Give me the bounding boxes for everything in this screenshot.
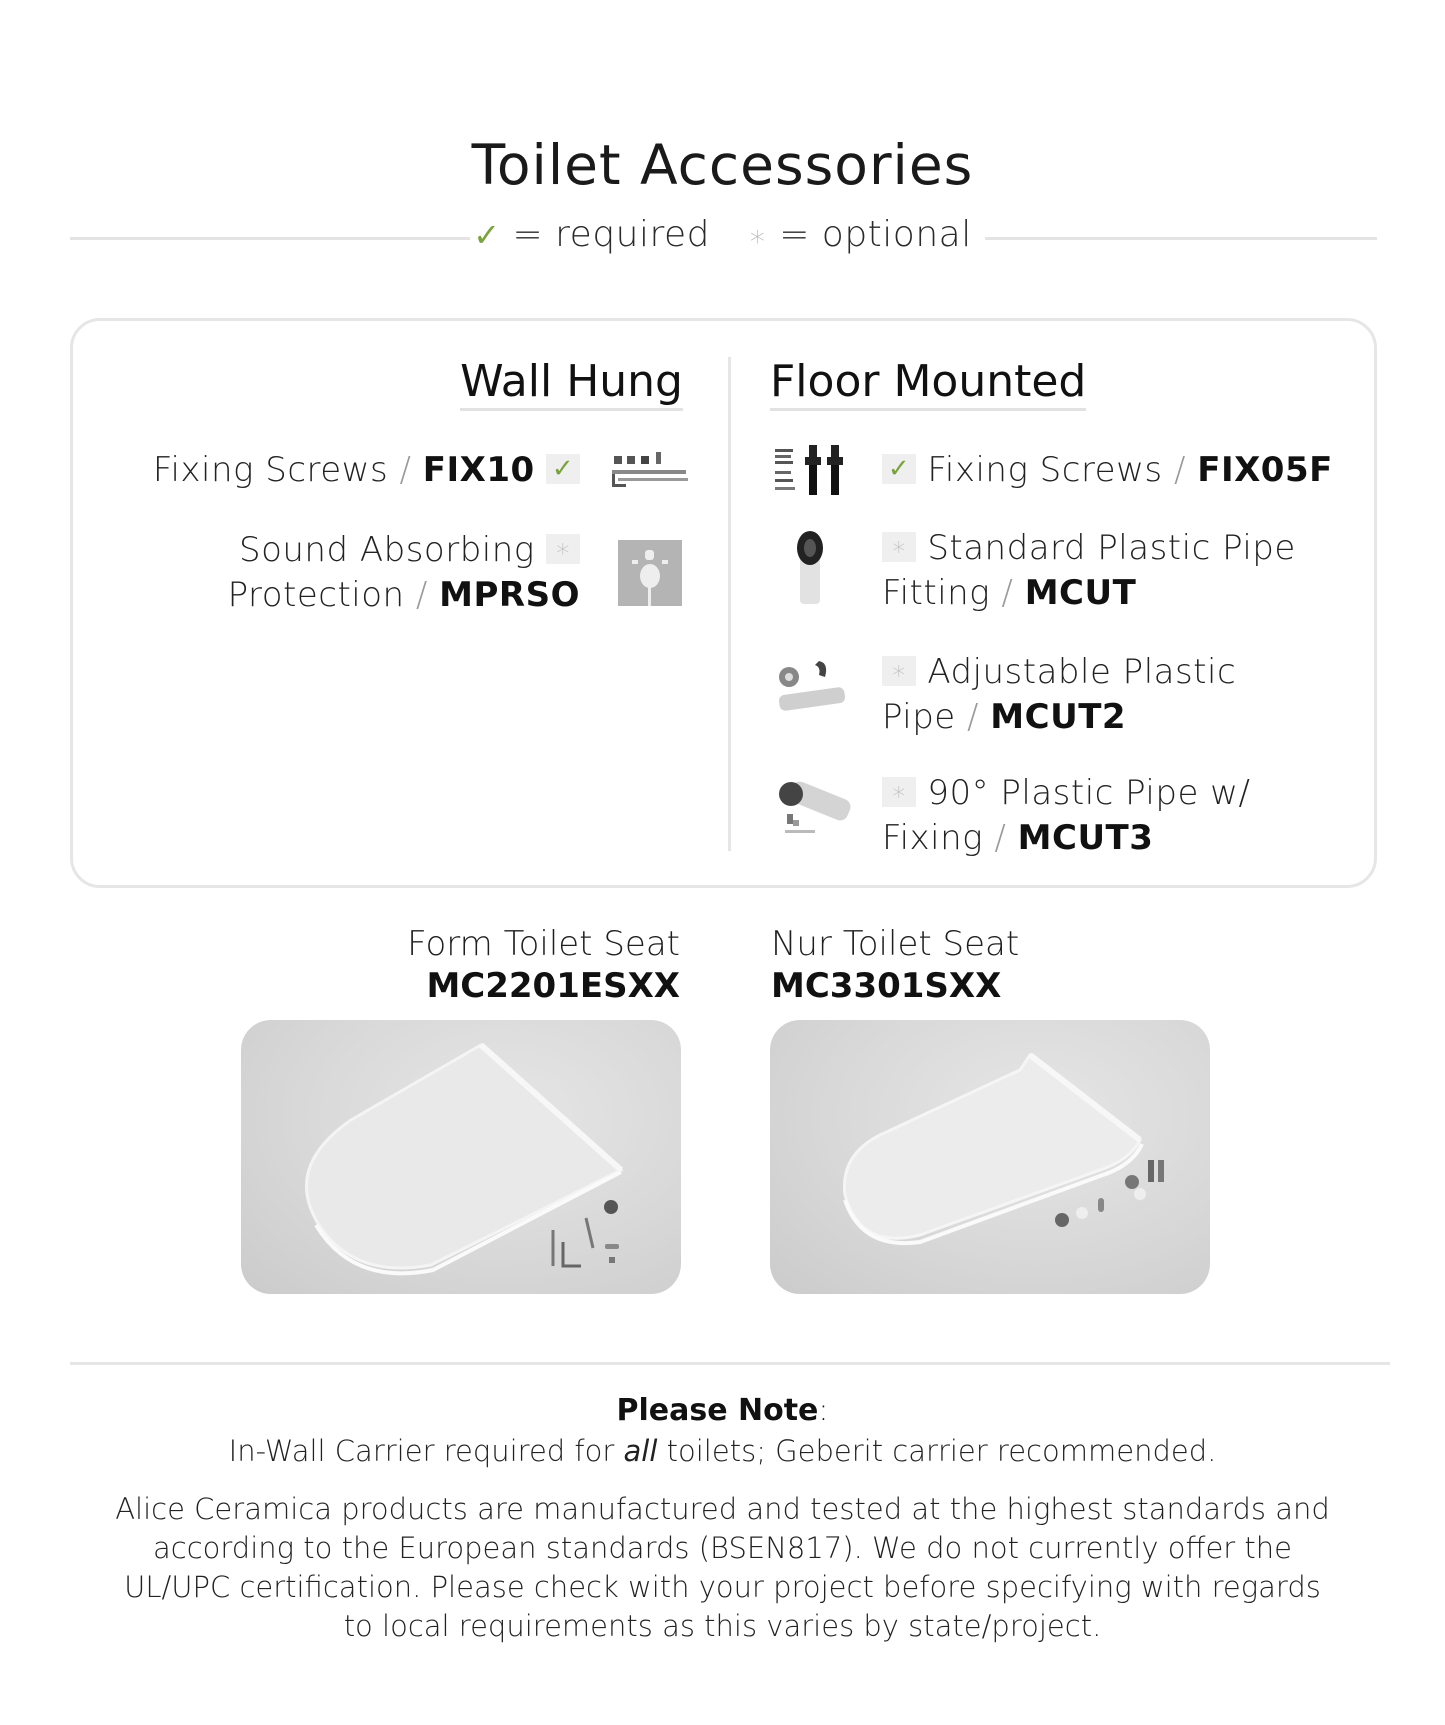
bottom-rule <box>70 1362 1390 1365</box>
floor-item-mcut2 <box>882 650 1236 740</box>
optional-asterisk-icon: ∗ <box>882 532 916 562</box>
item-slash: / <box>1173 450 1186 490</box>
item-slash: / <box>415 575 428 615</box>
column-divider <box>728 357 731 851</box>
item-name-line2: Fitting <box>882 573 991 613</box>
item-code: FIX10 <box>422 450 535 490</box>
floor-item-fix05f <box>882 448 1333 493</box>
legend-required-label: = required <box>512 214 710 255</box>
check-icon: ✓ <box>473 216 501 254</box>
asterisk-icon: ∗ <box>747 219 768 254</box>
floor-fixing-screws-icon <box>775 445 853 495</box>
certification-note: Alice Ceramica products are manufactured and tested at the highest standards and according to the European standards (BSEN817). We do not currently offer the UL/UPC certification. Please check with your project before specifying with regards to local requirements as this varies by state/project. <box>115 1492 1330 1643</box>
carrier-note-prefix: In-Wall Carrier required for <box>228 1434 624 1468</box>
item-code: MCUT <box>1024 573 1137 613</box>
note-title-text: Please Note <box>616 1393 819 1428</box>
item-name-line2: Protection <box>227 575 405 615</box>
item-code: MCUT3 <box>1017 818 1154 858</box>
carrier-note-emphasis: all <box>623 1434 658 1468</box>
floor-item-mcut3 <box>882 771 1250 861</box>
plastic-pipe-fitting-icon <box>790 530 830 606</box>
floor-mounted-heading: Floor Mounted <box>770 358 1086 411</box>
item-code: MPRSO <box>439 575 580 615</box>
item-code: MCUT2 <box>990 697 1127 737</box>
item-slash: / <box>399 450 412 490</box>
item-slash: / <box>994 818 1007 858</box>
legend <box>0 214 1445 255</box>
item-name: Fixing Screws <box>927 450 1163 490</box>
page-title: Toilet Accessories <box>471 133 974 197</box>
wall-item-mprso <box>228 528 580 618</box>
form-seat-name: Form Toilet Seat <box>407 924 680 964</box>
nur-seat-code: MC3301SXX <box>771 966 1002 1006</box>
item-name-line2: Fixing <box>882 818 984 858</box>
item-name-line2: Pipe <box>882 697 956 737</box>
required-check-icon: ✓ <box>546 454 580 484</box>
item-slash: / <box>1001 573 1014 613</box>
fixing-screws-icon <box>610 448 690 496</box>
optional-asterisk-icon: ∗ <box>882 777 916 807</box>
item-name: Standard Plastic Pipe <box>927 528 1296 568</box>
form-seat-illustration-icon <box>241 1020 681 1294</box>
optional-asterisk-icon: ∗ <box>546 534 580 564</box>
item-name: Adjustable Plastic <box>927 652 1237 692</box>
sound-absorbing-mat-icon <box>618 540 682 606</box>
item-name: Fixing Screws <box>152 450 389 490</box>
carrier-note <box>0 1434 1445 1468</box>
form-toilet-seat-image <box>241 1020 681 1294</box>
item-name: 90° Plastic Pipe w/ <box>927 773 1251 813</box>
nur-seat-illustration-icon <box>770 1020 1210 1294</box>
nur-toilet-seat-image <box>770 1020 1210 1294</box>
legend-optional-label: = optional <box>779 214 972 255</box>
required-check-icon: ✓ <box>882 454 916 484</box>
90-degree-pipe-icon <box>775 780 855 846</box>
item-name: Sound Absorbing <box>239 530 535 570</box>
adjustable-pipe-icon <box>775 655 851 717</box>
carrier-note-suffix: toilets; Geberit carrier recommended. <box>657 1434 1217 1468</box>
floor-item-mcut <box>882 526 1296 616</box>
wall-item-fix10 <box>153 448 580 493</box>
wall-hung-heading: Wall Hung <box>460 358 683 411</box>
optional-asterisk-icon: ∗ <box>882 656 916 686</box>
note-title <box>0 1393 1445 1428</box>
item-code: FIX05F <box>1197 450 1333 490</box>
note-title-colon: : <box>818 1393 829 1428</box>
nur-seat-name: Nur Toilet Seat <box>771 924 1020 964</box>
item-slash: / <box>967 697 979 737</box>
form-seat-code: MC2201ESXX <box>426 966 680 1006</box>
